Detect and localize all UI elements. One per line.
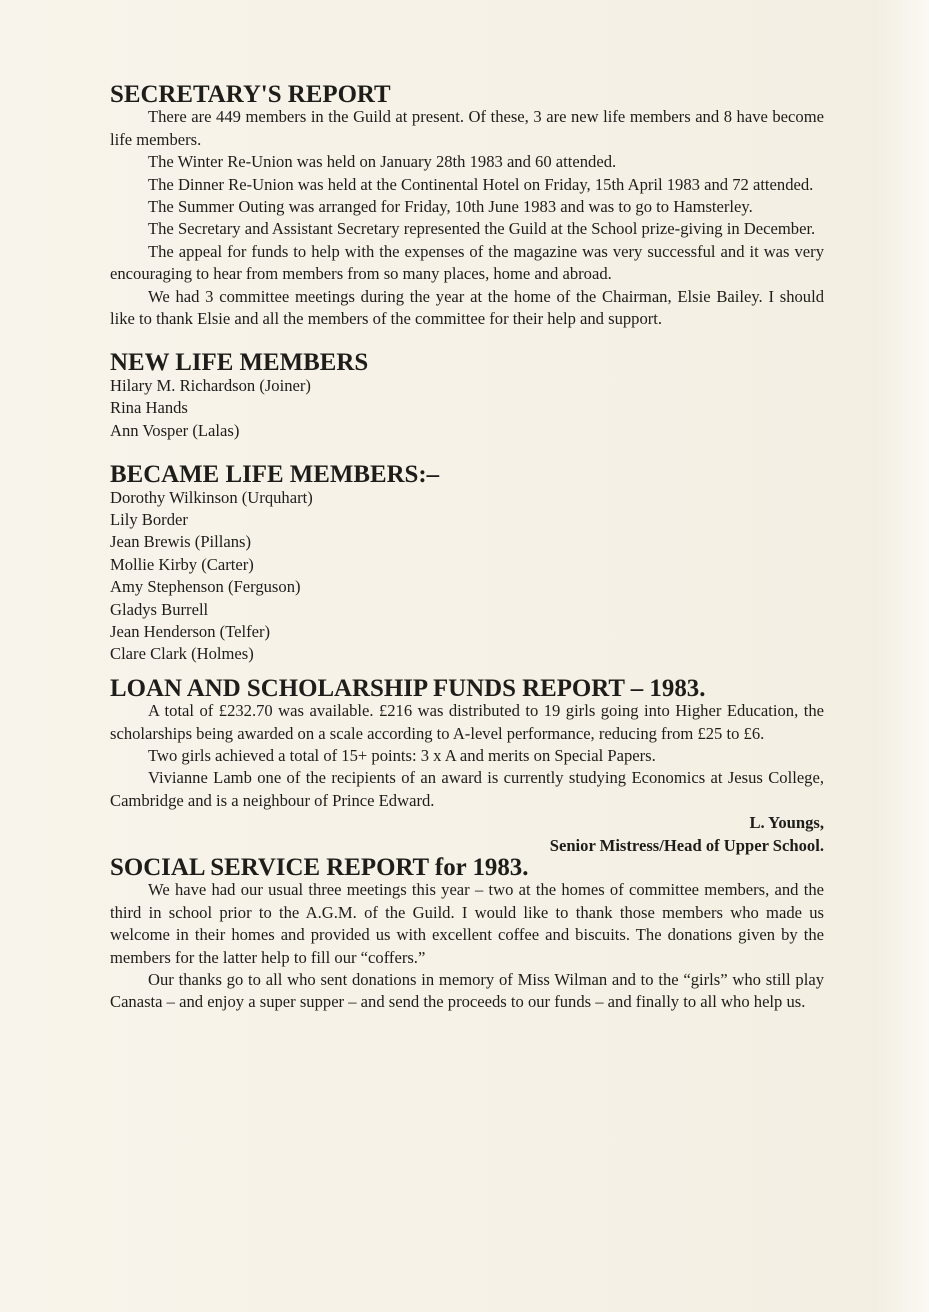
section-heading: LOAN AND SCHOLARSHIP FUNDS REPORT – 1983. <box>110 674 706 702</box>
member-name: Clare Clark (Holmes) <box>110 644 254 664</box>
paragraph: A total of £232.70 was available. £216 was distributed to 19 girls going into Higher Education, the scholarships being awarded on a scale according to A-level performance, reducing from £25 to £6. <box>110 701 824 743</box>
paragraph: The Summer Outing was arranged for Friday, 10th June 1983 and was to go to Hamsterley. <box>148 197 753 217</box>
member-name: Gladys Burrell <box>110 599 209 619</box>
secretary-report-section <box>110 81 824 330</box>
member-name: Rina Hands <box>110 398 188 418</box>
section-heading: BECAME LIFE MEMBERS:– <box>110 461 440 489</box>
member-name: Jean Brewis (Pillans) <box>110 532 252 552</box>
member-name: Jean Henderson (Telfer) <box>110 621 271 641</box>
member-name: Dorothy Wilkinson (Urquhart) <box>110 487 313 507</box>
paragraph: The Dinner Re-Union was held at the Continental Hotel on Friday, 15th April 1983 and 72 attended. <box>148 174 814 194</box>
signature-title: Senior Mistress/Head of Upper School. <box>549 835 824 855</box>
signature-name: L. Youngs, <box>749 813 824 833</box>
paragraph: We have had our usual three meetings this year – two at the homes of committee members, and the third in school prior to the A.G.M. of the Guild. I would like to thank those members who made us welcome in their homes and provided us with excellent coffee and biscuits. The donations given by the members for the latter help to fill our “coffers.” <box>110 880 824 967</box>
member-name: Mollie Kirby (Carter) <box>110 554 254 574</box>
paragraph: Vivianne Lamb one of the recipients of an award is currently studying Economics at Jesus College, Cambridge and is a neighbour of Prince Edward. <box>110 768 824 810</box>
paragraph: We had 3 committee meetings during the year at the home of the Chairman, Elsie Bailey. I should like to thank Elsie and all the members of the committee for their help and support. <box>110 286 824 329</box>
paragraph: There are 449 members in the Guild at present. Of these, 3 are new life members and 8 have become life members. <box>110 107 824 149</box>
paragraph: The Secretary and Assistant Secretary represented the Guild at the School prize-giving in December. <box>148 219 816 239</box>
page-content <box>110 81 824 1014</box>
section-heading: NEW LIFE MEMBERS <box>110 349 369 377</box>
loan-scholarship-section <box>110 674 824 857</box>
page-edge <box>875 0 929 1312</box>
section-heading: SECRETARY'S REPORT <box>110 81 391 108</box>
member-name: Hilary M. Richardson (Joiner) <box>110 375 311 395</box>
became-life-members-section <box>110 461 824 666</box>
social-service-section <box>110 854 824 1014</box>
member-name: Amy Stephenson (Ferguson) <box>110 577 301 597</box>
paragraph: The Winter Re-Union was held on January 28th 1983 and 60 attended. <box>148 152 617 172</box>
paragraph: Our thanks go to all who sent donations in memory of Miss Wilman and to the “girls” who still play Canasta – and enjoy a super supper – and send the proceeds to our funds – and finally to all who help us. <box>110 970 824 1012</box>
section-heading: SOCIAL SERVICE REPORT for 1983. <box>110 854 529 881</box>
paragraph: Two girls achieved a total of 15+ points: 3 x A and merits on Special Papers. <box>148 745 656 765</box>
paragraph: The appeal for funds to help with the expenses of the magazine was very successful and it was very encouraging to hear from members from so many places, home and abroad. <box>110 241 824 284</box>
new-life-members-section <box>110 349 824 442</box>
member-name: Ann Vosper (Lalas) <box>110 420 240 440</box>
member-name: Lily Border <box>110 509 188 529</box>
